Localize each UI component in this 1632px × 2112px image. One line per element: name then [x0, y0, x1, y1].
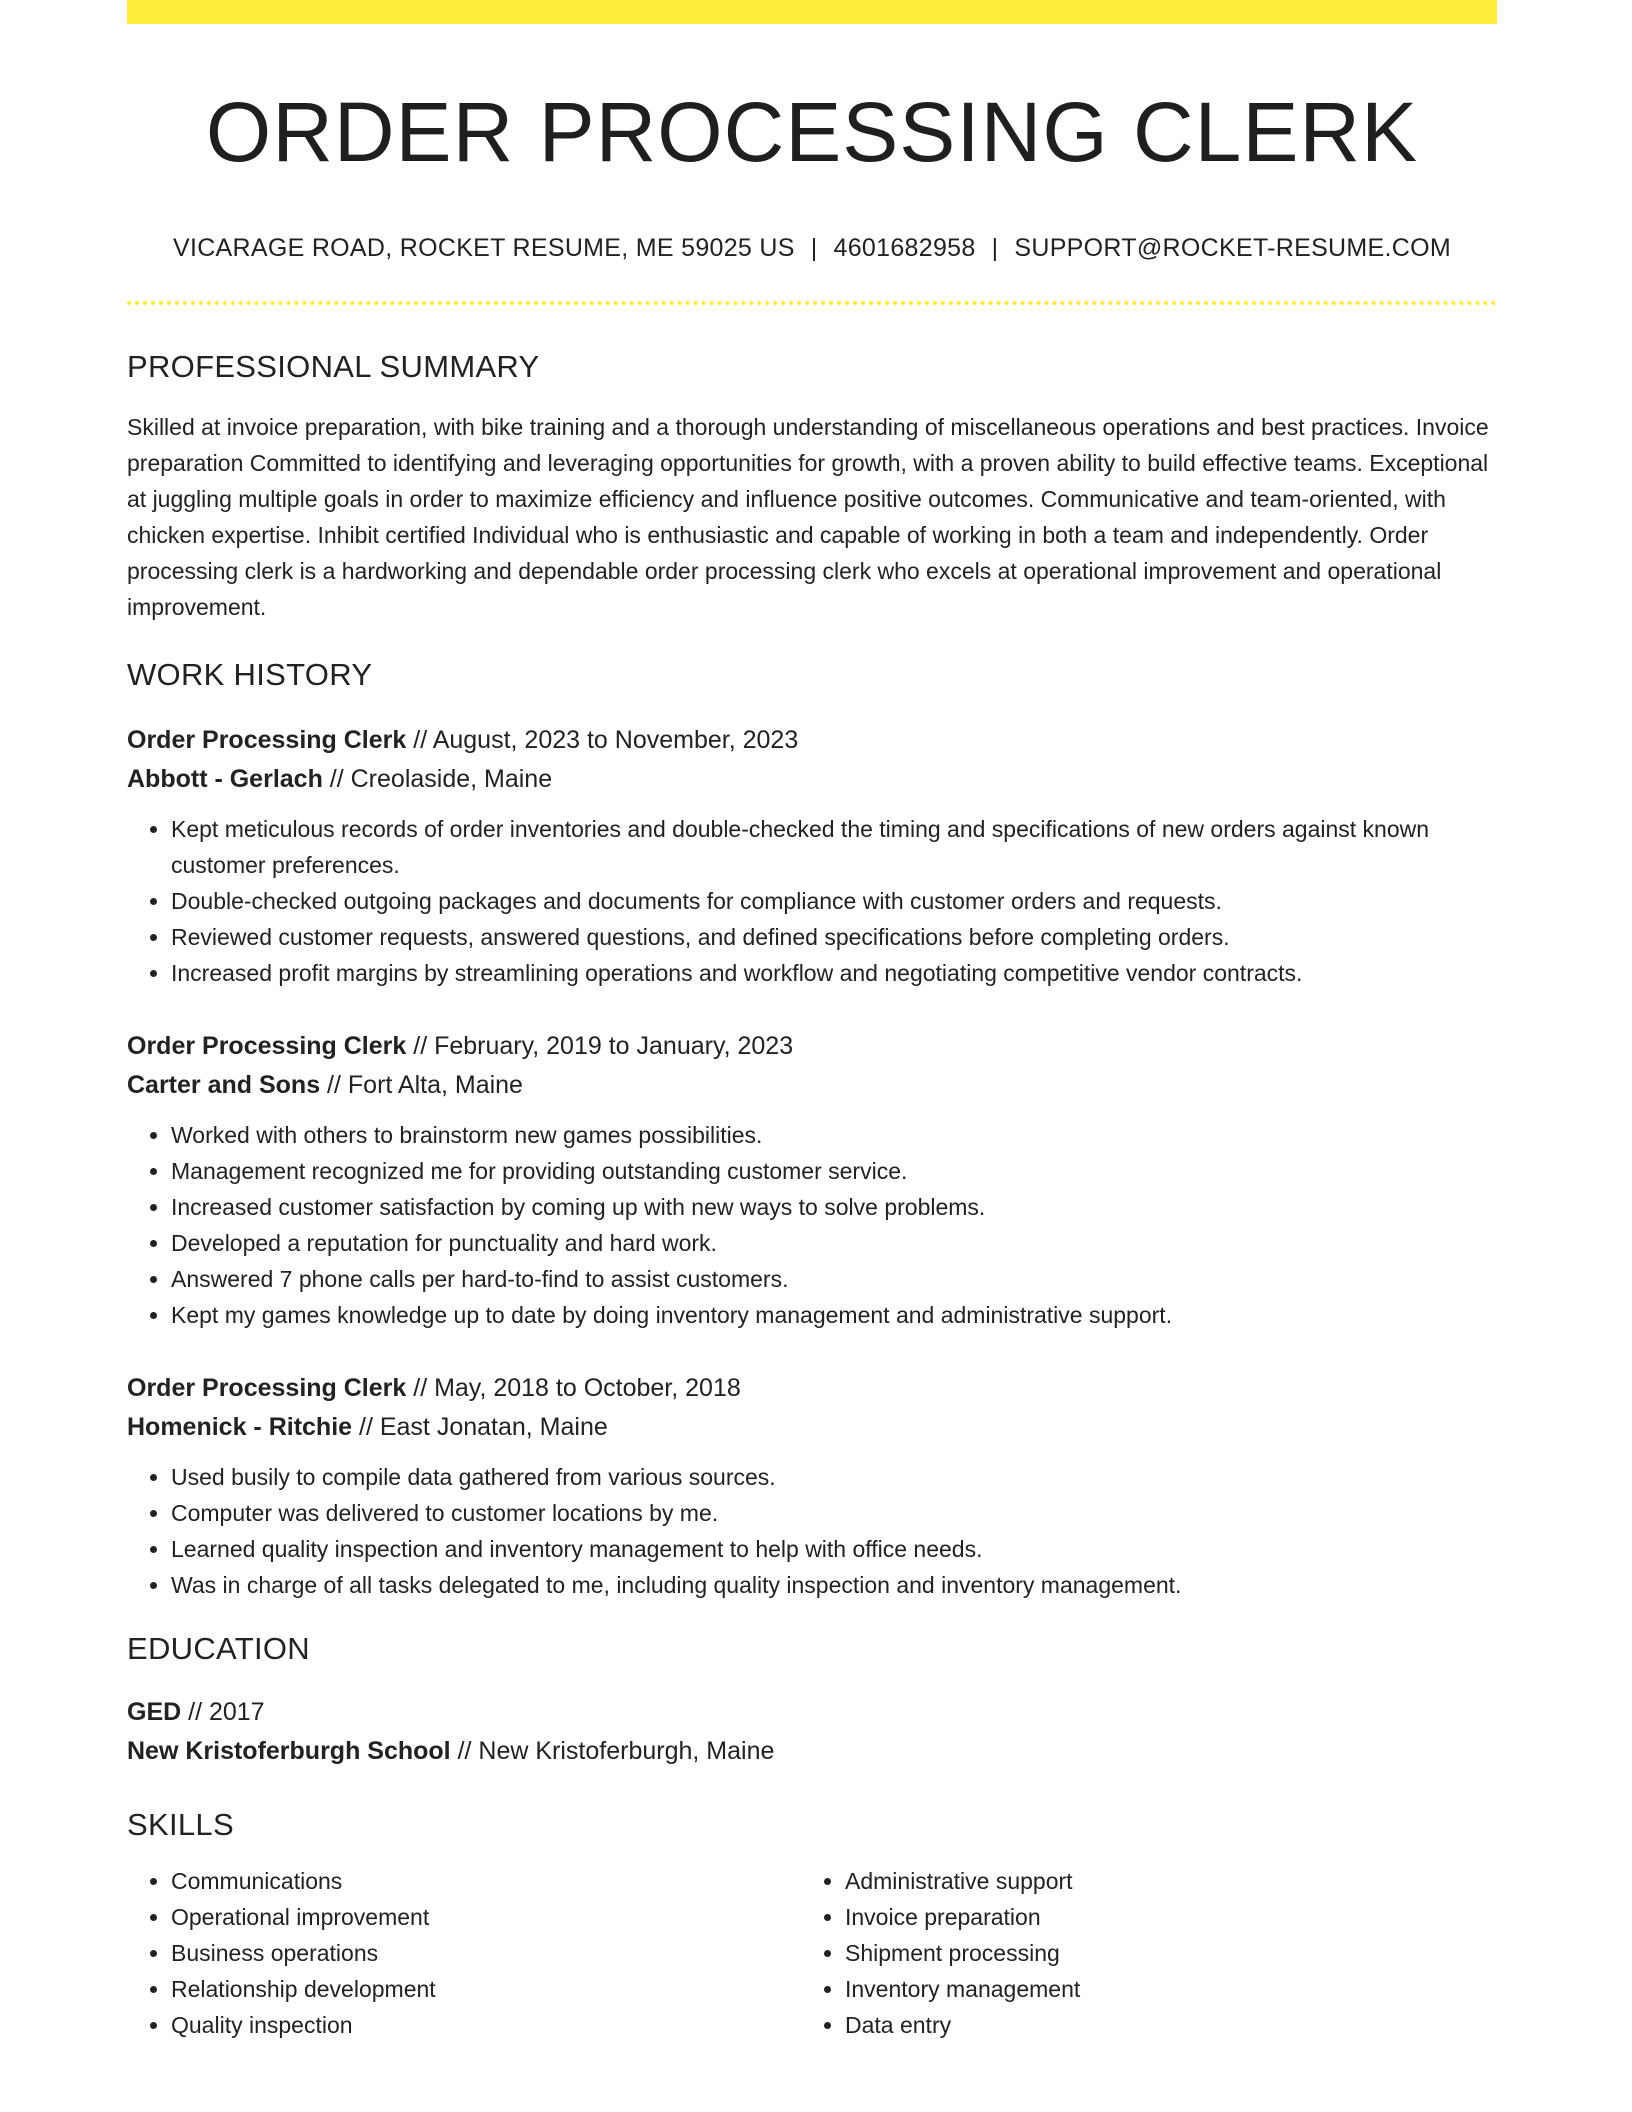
job-company: Carter and Sons [127, 1071, 321, 1100]
job-bullet: • Reviewed customer requests, answered questions, and defined specifications before completing orders. [171, 919, 1497, 955]
job-bullet: • Answered 7 phone calls per hard-to-find to assist customers. [171, 1261, 1497, 1297]
work-history-heading: WORK HISTORY [127, 657, 373, 693]
skills-heading: SKILLS [127, 1807, 234, 1843]
job-location: // East Jonatan, Maine [352, 1413, 608, 1442]
accent-top-bar [127, 0, 1497, 24]
job-title: Order Processing Clerk [127, 726, 407, 755]
job-location: // Fort Alta, Maine [320, 1071, 523, 1100]
job-bullets [127, 811, 1497, 991]
job-bullet: • Kept my games knowledge up to date by doing inventory management and administrative support. [171, 1297, 1497, 1333]
contact-address: VICARAGE ROAD, ROCKET RESUME, ME 59025 US [172, 234, 795, 263]
skill-item: • Relationship development [171, 1971, 801, 2007]
summary-text: Skilled at invoice preparation, with bike training and a thorough understanding of miscellaneous operations and best practices. Invoice preparation Committed to identifying and leveraging opportunities for growth, with a proven ability to build effective teams. Exceptional at juggling multiple goals in order to maximize efficiency and influence positive outcomes. Communicative and team-oriented, with chicken expertise. Inhibit certified Individual who is enthusiastic and capable of working in both a team and independently. Order processing clerk is a hardworking and dependable order processing clerk who excels at operational improvement and operational improvement. [127, 414, 1489, 621]
education-degree-line [127, 1693, 1497, 1732]
job-title-line [127, 1027, 1497, 1066]
job-bullet: • Double-checked outgoing packages and documents for compliance with customer orders and requests. [171, 883, 1497, 919]
education-school: New Kristoferburgh School [127, 1737, 451, 1766]
job-bullets [127, 1117, 1497, 1333]
job-bullet: • Developed a reputation for punctuality and hard work. [171, 1225, 1497, 1261]
job-bullet: • Was in charge of all tasks delegated to me, including quality inspection and inventory management. [171, 1567, 1497, 1603]
job-bullets [127, 1459, 1497, 1603]
skill-item: • Shipment processing [845, 1935, 1475, 1971]
resume-page [127, 0, 1497, 2043]
job-bullet: • Increased customer satisfaction by coming up with new ways to solve problems. [171, 1189, 1497, 1225]
skills-columns [127, 1863, 1497, 2043]
job-entry [127, 1027, 1497, 1333]
skill-item: • Communications [171, 1863, 801, 1899]
education-school-line [127, 1732, 1497, 1771]
skill-item: • Operational improvement [171, 1899, 801, 1935]
job-bullet: • Learned quality inspection and inventory management to help with office needs. [171, 1531, 1497, 1567]
candidate-name: ORDER PROCESSING CLERK [205, 85, 1419, 179]
job-bullet: • Management recognized me for providing outstanding customer service. [171, 1153, 1497, 1189]
job-location: // Creolaside, Maine [322, 765, 553, 794]
job-bullet: • Computer was delivered to customer locations by me. [171, 1495, 1497, 1531]
contact-separator: | [810, 234, 818, 263]
skill-item: • Invoice preparation [845, 1899, 1475, 1935]
contact-phone: 4601682958 [833, 234, 976, 263]
job-bullet: • Used busily to compile data gathered from various sources. [171, 1459, 1497, 1495]
education-year: // 2017 [181, 1698, 265, 1727]
job-company: Homenick - Ritchie [127, 1413, 353, 1442]
job-company-line [127, 1066, 1497, 1105]
education-degree: GED [127, 1698, 182, 1727]
skill-item: • Quality inspection [171, 2007, 801, 2043]
job-entry [127, 721, 1497, 991]
job-bullet: • Increased profit margins by streamlining operations and workflow and negotiating competitive vendor contracts. [171, 955, 1497, 991]
job-dates: // February, 2019 to January, 2023 [406, 1032, 794, 1061]
skills-column-left [127, 1863, 801, 2043]
skill-item: • Administrative support [845, 1863, 1475, 1899]
job-company-line [127, 1408, 1497, 1447]
skill-item: • Inventory management [845, 1971, 1475, 2007]
job-entry [127, 1369, 1497, 1603]
education-heading: EDUCATION [127, 1631, 310, 1667]
education-entry [127, 1693, 1497, 1771]
summary-heading: PROFESSIONAL SUMMARY [127, 349, 540, 385]
dotted-divider [127, 301, 1497, 305]
education-location: // New Kristoferburgh, Maine [450, 1737, 775, 1766]
job-bullet: • Worked with others to brainstorm new games possibilities. [171, 1117, 1497, 1153]
skills-column-right [801, 1863, 1475, 2043]
contact-line [127, 234, 1497, 263]
job-title: Order Processing Clerk [127, 1032, 407, 1061]
contact-separator: | [991, 234, 999, 263]
job-title: Order Processing Clerk [127, 1374, 407, 1403]
job-company: Abbott - Gerlach [127, 765, 323, 794]
contact-email: SUPPORT@ROCKET-RESUME.COM [1014, 234, 1451, 263]
skill-item: • Business operations [171, 1935, 801, 1971]
job-title-line [127, 1369, 1497, 1408]
skill-item: • Data entry [845, 2007, 1475, 2043]
job-dates: // August, 2023 to November, 2023 [406, 726, 799, 755]
job-dates: // May, 2018 to October, 2018 [406, 1374, 741, 1403]
job-company-line [127, 760, 1497, 799]
job-bullet: • Kept meticulous records of order inventories and double-checked the timing and specifications of new orders against known customer preferences. [171, 811, 1497, 883]
job-title-line [127, 721, 1497, 760]
